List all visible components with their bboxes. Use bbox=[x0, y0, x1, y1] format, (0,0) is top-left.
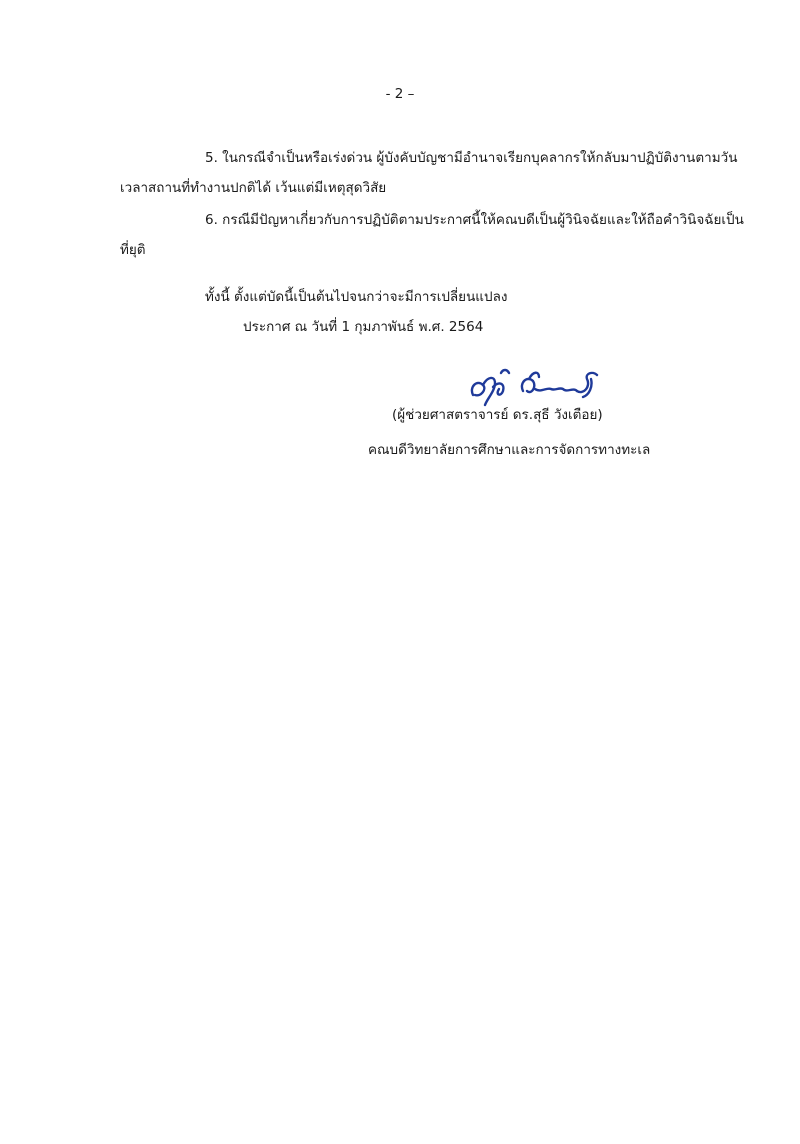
clause-5-line-1: 5. ในกรณีจำเป็นหรือเร่งด่วน ผู้บังคับบัญชามีอำนาจเรียกบุคลากรให้กลับมาปฏิบัติงานตามวัน bbox=[205, 150, 738, 166]
handwritten-signature bbox=[465, 365, 605, 407]
page-number: - 2 – bbox=[385, 86, 415, 102]
effective-statement: ทั้งนี้ ตั้งแต่บัดนี้เป็นต้นไปจนกว่าจะมีการเปลี่ยนแปลง bbox=[205, 289, 508, 305]
announcement-date: ประกาศ ณ วันที่ 1 กุมภาพันธ์ พ.ศ. 2564 bbox=[243, 319, 484, 335]
signer-title: คณบดีวิทยาลัยการศึกษาและการจัดการทางทะเล bbox=[368, 442, 651, 458]
signer-name: (ผู้ช่วยศาสตราจารย์ ดร.สุธี วังเตือย) bbox=[392, 407, 603, 423]
clause-5-line-2: เวลาสถานที่ทำงานปกติได้ เว้นแต่มีเหตุสุดวิสัย bbox=[120, 180, 387, 196]
clause-6-line-2: ที่ยุติ bbox=[120, 242, 146, 258]
clause-6-line-1: 6. กรณีมีปัญหาเกี่ยวกับการปฏิบัติตามประกาศนี้ให้คณบดีเป็นผู้วินิจฉัยและให้ถือคำวินิจฉัยเป็น bbox=[205, 212, 744, 228]
